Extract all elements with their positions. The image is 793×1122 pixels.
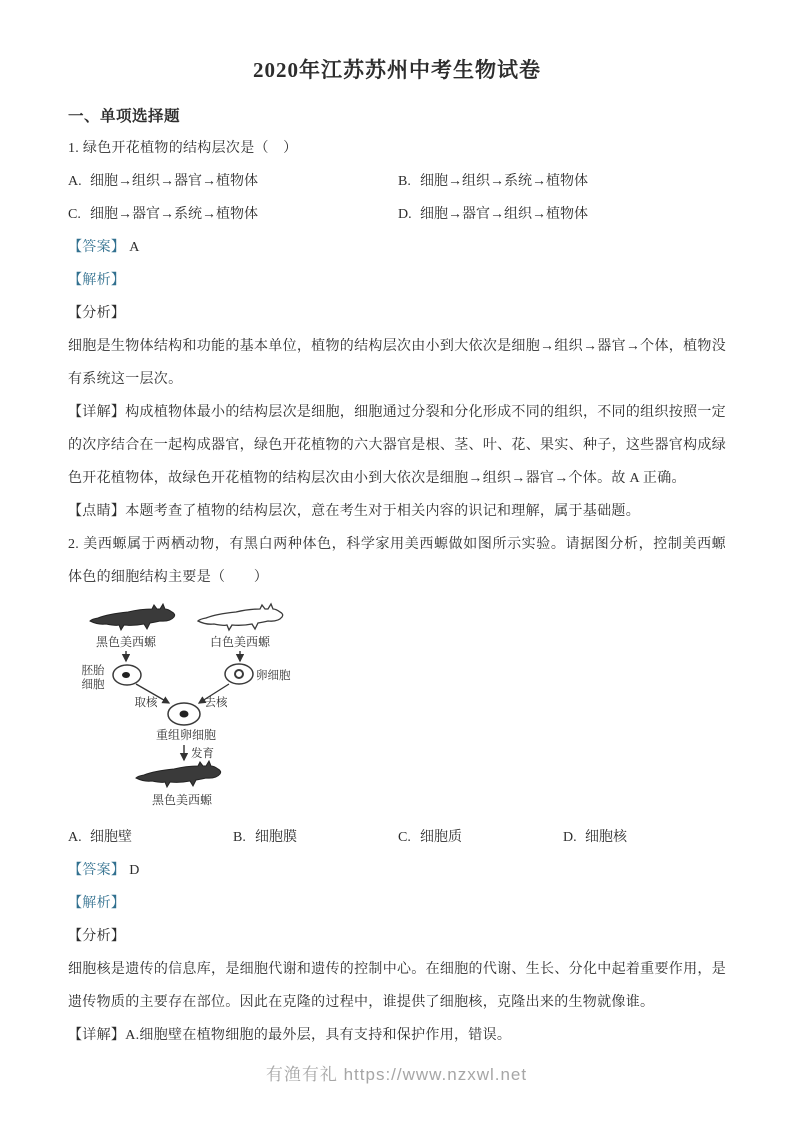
white-axolotl-label: 白色美西螈 [209,635,271,649]
q1-fenxi-line [68,297,726,330]
remove-nucleus-label: 去核 [204,697,228,709]
option-text: 细胞→器官→系统→植物体 [90,207,258,222]
q1-option-a [68,165,398,198]
axolotl-cloning-diagram [70,600,320,814]
embryo-cell-nucleus [122,672,130,678]
q2-fenxi-line [68,920,726,953]
recombined-cell-nucleus [180,711,189,718]
option-text: 细胞→组织→系统→植物体 [420,174,588,189]
page-title: 2020年江苏苏州中考生物试卷 [253,58,541,82]
recombined-cell-label: 重组卵细胞 [155,728,217,742]
q2-answer-value: D [129,863,140,878]
q1-answer-line [68,231,726,264]
option-text: 细胞→组织→器官→植物体 [90,174,258,189]
embryo-cell-label-line1: 胚胎 [81,665,105,677]
option-key: B. [233,830,246,845]
fenxi-tag: 【分析】 [68,929,126,944]
q2-jiexi-line [68,887,726,920]
q2-options-row [68,821,726,854]
q1-options-row-2 [68,198,726,231]
fenxi-tag: 【分析】 [68,306,126,321]
q1-options-row-1 [68,165,726,198]
xiangjie-tag: 【详解】 [68,405,126,420]
egg-cell [225,664,253,684]
q2-experiment-diagram [70,600,320,819]
option-text: 细胞核 [585,830,627,845]
dianjing-tag: 【点睛】 [68,504,126,519]
take-nucleus-label: 取核 [134,697,158,709]
question-1 [68,132,726,528]
q2-option-b [233,821,398,854]
black-axolotl-top-icon [90,604,175,630]
black-axolotl-top-label: 黑色美西螈 [95,635,157,649]
footer-watermark: 有渔有礼 https://www.nzxwl.net [265,1065,528,1084]
q2-option-a [68,821,233,854]
embryo-cell-label-line2: 细胞 [81,679,105,691]
q1-jiexi-line [68,264,726,297]
answer-tag: 【答案】 [68,863,126,878]
q2-xiangjie-paragraph [68,1019,726,1052]
q1-option-d [398,198,726,231]
q1-answer-value: A [129,240,140,255]
q1-xiangjie-paragraph [68,396,726,495]
q2-xiangjie-text: A.细胞壁在植物细胞的最外层，具有支持和保护作用，错误。 [125,1028,512,1043]
q1-dianjing-paragraph [68,495,726,528]
xiangjie-tag: 【详解】 [68,1028,126,1043]
jiexi-tag: 【解析】 [68,896,126,911]
q2-answer-line [68,854,726,887]
q1-fenxi-text: 细胞是生物体结构和功能的基本单位，植物的结构层次由小到大依次是细胞→组织→器官→个体，植物没有系统这一层次。 [68,339,726,387]
q2-option-d [563,821,726,854]
q2-fenxi-text: 细胞核是遗传的信息库，是细胞代谢和遗传的控制中心。在细胞的代谢、生长、分化中起着重要作用，是遗传物质的主要存在部位。因此在克隆的过程中，谁提供了细胞核，克隆出来的生物就像谁。 [68,962,726,1010]
q1-xiangjie-text: 构成植物体最小的结构层次是细胞，细胞通过分裂和分化形成不同的组织，不同的组织按照一定的次序结合在一起构成器官，绿色开花植物的六大器官是根、茎、叶、花、果实、种子，这些器官构成绿色开花植物体，故绿色开花植物的结构层次由小到大依次是细胞→组织→器官→个体。故 A 正确。 [68,405,726,486]
answer-tag: 【答案】 [68,240,126,255]
option-text: 细胞→器官→组织→植物体 [420,207,588,222]
question-2 [68,528,726,1052]
q1-dianjing-text: 本题考查了植物的结构层次，意在考生对于相关内容的识记和理解，属于基础题。 [125,504,641,519]
q2-stem: 2. 美西螈属于两栖动物，有黑白两种体色，科学家用美西螈做如图所示实验。请据图分析，控制美西螈体色的细胞结构主要是（ ） [68,537,726,585]
option-key: A. [68,174,82,189]
option-key: A. [68,830,82,845]
section-heading: 一、单项选择题 [68,108,181,125]
option-text: 细胞质 [420,830,462,845]
q1-option-c [68,198,398,231]
option-key: C. [398,830,411,845]
develop-label: 发育 [191,748,214,760]
option-key: D. [563,830,577,845]
option-text: 细胞壁 [90,830,132,845]
white-axolotl-icon [198,604,283,630]
option-key: C. [68,207,81,222]
q1-option-b [398,165,726,198]
jiexi-tag: 【解析】 [68,273,126,288]
egg-cell-label: 卵细胞 [256,670,291,682]
black-axolotl-bottom-icon [136,761,221,787]
q2-option-c [398,821,563,854]
option-text: 细胞膜 [255,830,297,845]
option-key: D. [398,207,412,222]
q1-stem: 1. 绿色开花植物的结构层次是（ ） [68,141,298,156]
black-axolotl-bottom-label: 黑色美西螈 [151,793,213,807]
option-key: B. [398,174,411,189]
